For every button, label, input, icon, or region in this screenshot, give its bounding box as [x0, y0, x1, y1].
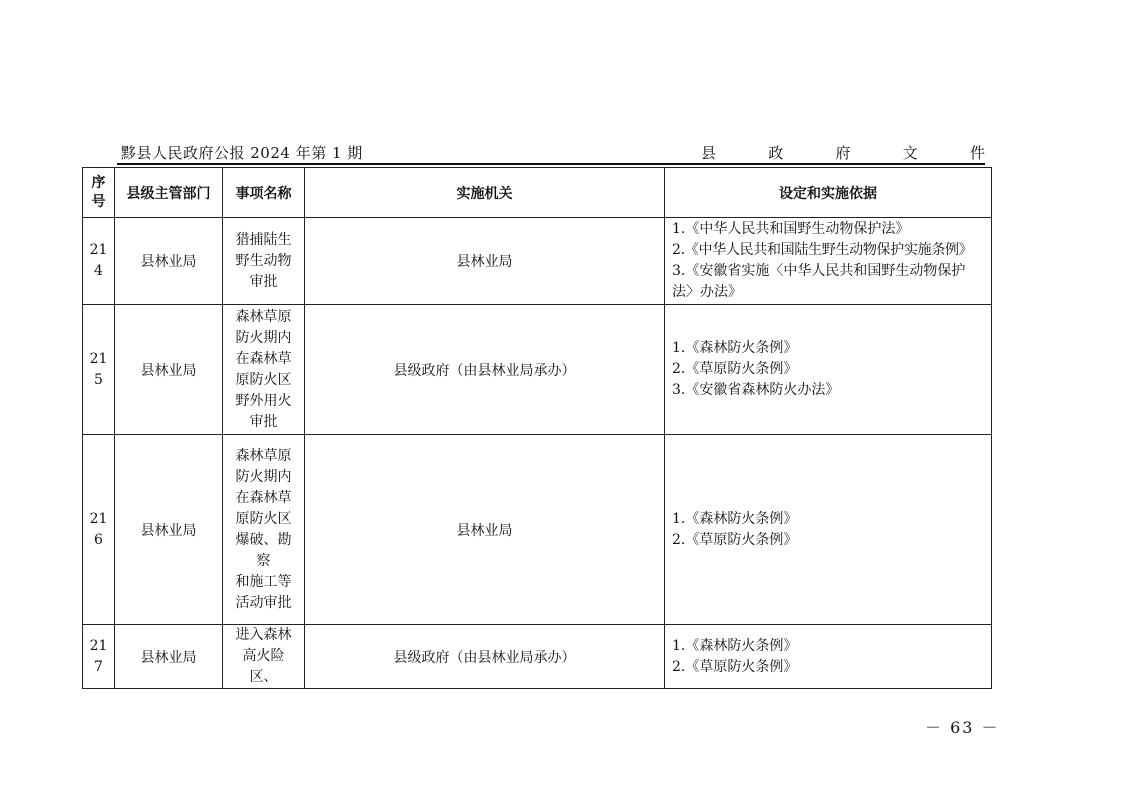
row-number: 21 4: [83, 218, 115, 305]
page-number: － 63 －: [925, 718, 1000, 737]
row-basis: 1.《森林防火条例》 2.《草原防火条例》 3.《安徽省森林防火办法》: [665, 305, 992, 435]
row-department: 县林业局: [115, 435, 223, 625]
table-row: [83, 305, 992, 435]
row-item-name: 进入森林 高火险区、: [223, 625, 305, 689]
col-header-agency: 实施机关: [305, 168, 665, 218]
row-basis: 1.《森林防火条例》 2.《草原防火条例》: [665, 435, 992, 625]
section-title: [701, 142, 985, 163]
row-number: 21 7: [83, 625, 115, 689]
row-department: 县林业局: [115, 305, 223, 435]
row-number: 21 5: [83, 305, 115, 435]
table-row: [83, 625, 992, 689]
section-title-char: 件: [969, 144, 985, 162]
section-title-char: 府: [835, 144, 851, 162]
row-item-name: 猎捕陆生 野生动物 审批: [223, 218, 305, 305]
row-item-name: 森林草原 防火期内 在森林草 原防火区 野外用火 审批: [223, 305, 305, 435]
running-header: [117, 140, 985, 164]
row-item-name: 森林草原 防火期内 在森林草 原防火区 爆破、勘察 和施工等 活动审批: [223, 435, 305, 625]
col-header-item-name: 事项名称: [223, 168, 305, 218]
row-agency: 县林业局: [305, 435, 665, 625]
header-rule-thick: [117, 163, 985, 165]
row-department: 县林业局: [115, 218, 223, 305]
row-agency: 县级政府（由县林业局承办）: [305, 625, 665, 689]
col-header-department: 县级主管部门: [115, 168, 223, 218]
row-number: 21 6: [83, 435, 115, 625]
section-title-char: 县: [701, 144, 717, 162]
col-header-number: 序号: [83, 168, 115, 218]
row-department: 县林业局: [115, 625, 223, 689]
row-agency: 县级政府（由县林业局承办）: [305, 305, 665, 435]
table-row: [83, 218, 992, 305]
table-row: [83, 435, 992, 625]
table-header-row: [83, 168, 992, 218]
approval-items-table: [82, 167, 992, 689]
section-title-char: 文: [902, 144, 918, 162]
row-agency: 县林业局: [305, 218, 665, 305]
row-basis: 1.《中华人民共和国野生动物保护法》 2.《中华人民共和国陆生野生动物保护实施条例》 3.《安徽省实施〈中华人民共和国野生动物保护 法〉办法》: [665, 218, 992, 305]
row-basis: 1.《森林防火条例》 2.《草原防火条例》: [665, 625, 992, 689]
col-header-basis: 设定和实施依据: [665, 168, 992, 218]
publication-title: 黟县人民政府公报 2024 年第 1 期: [121, 144, 363, 162]
section-title-char: 政: [768, 144, 784, 162]
